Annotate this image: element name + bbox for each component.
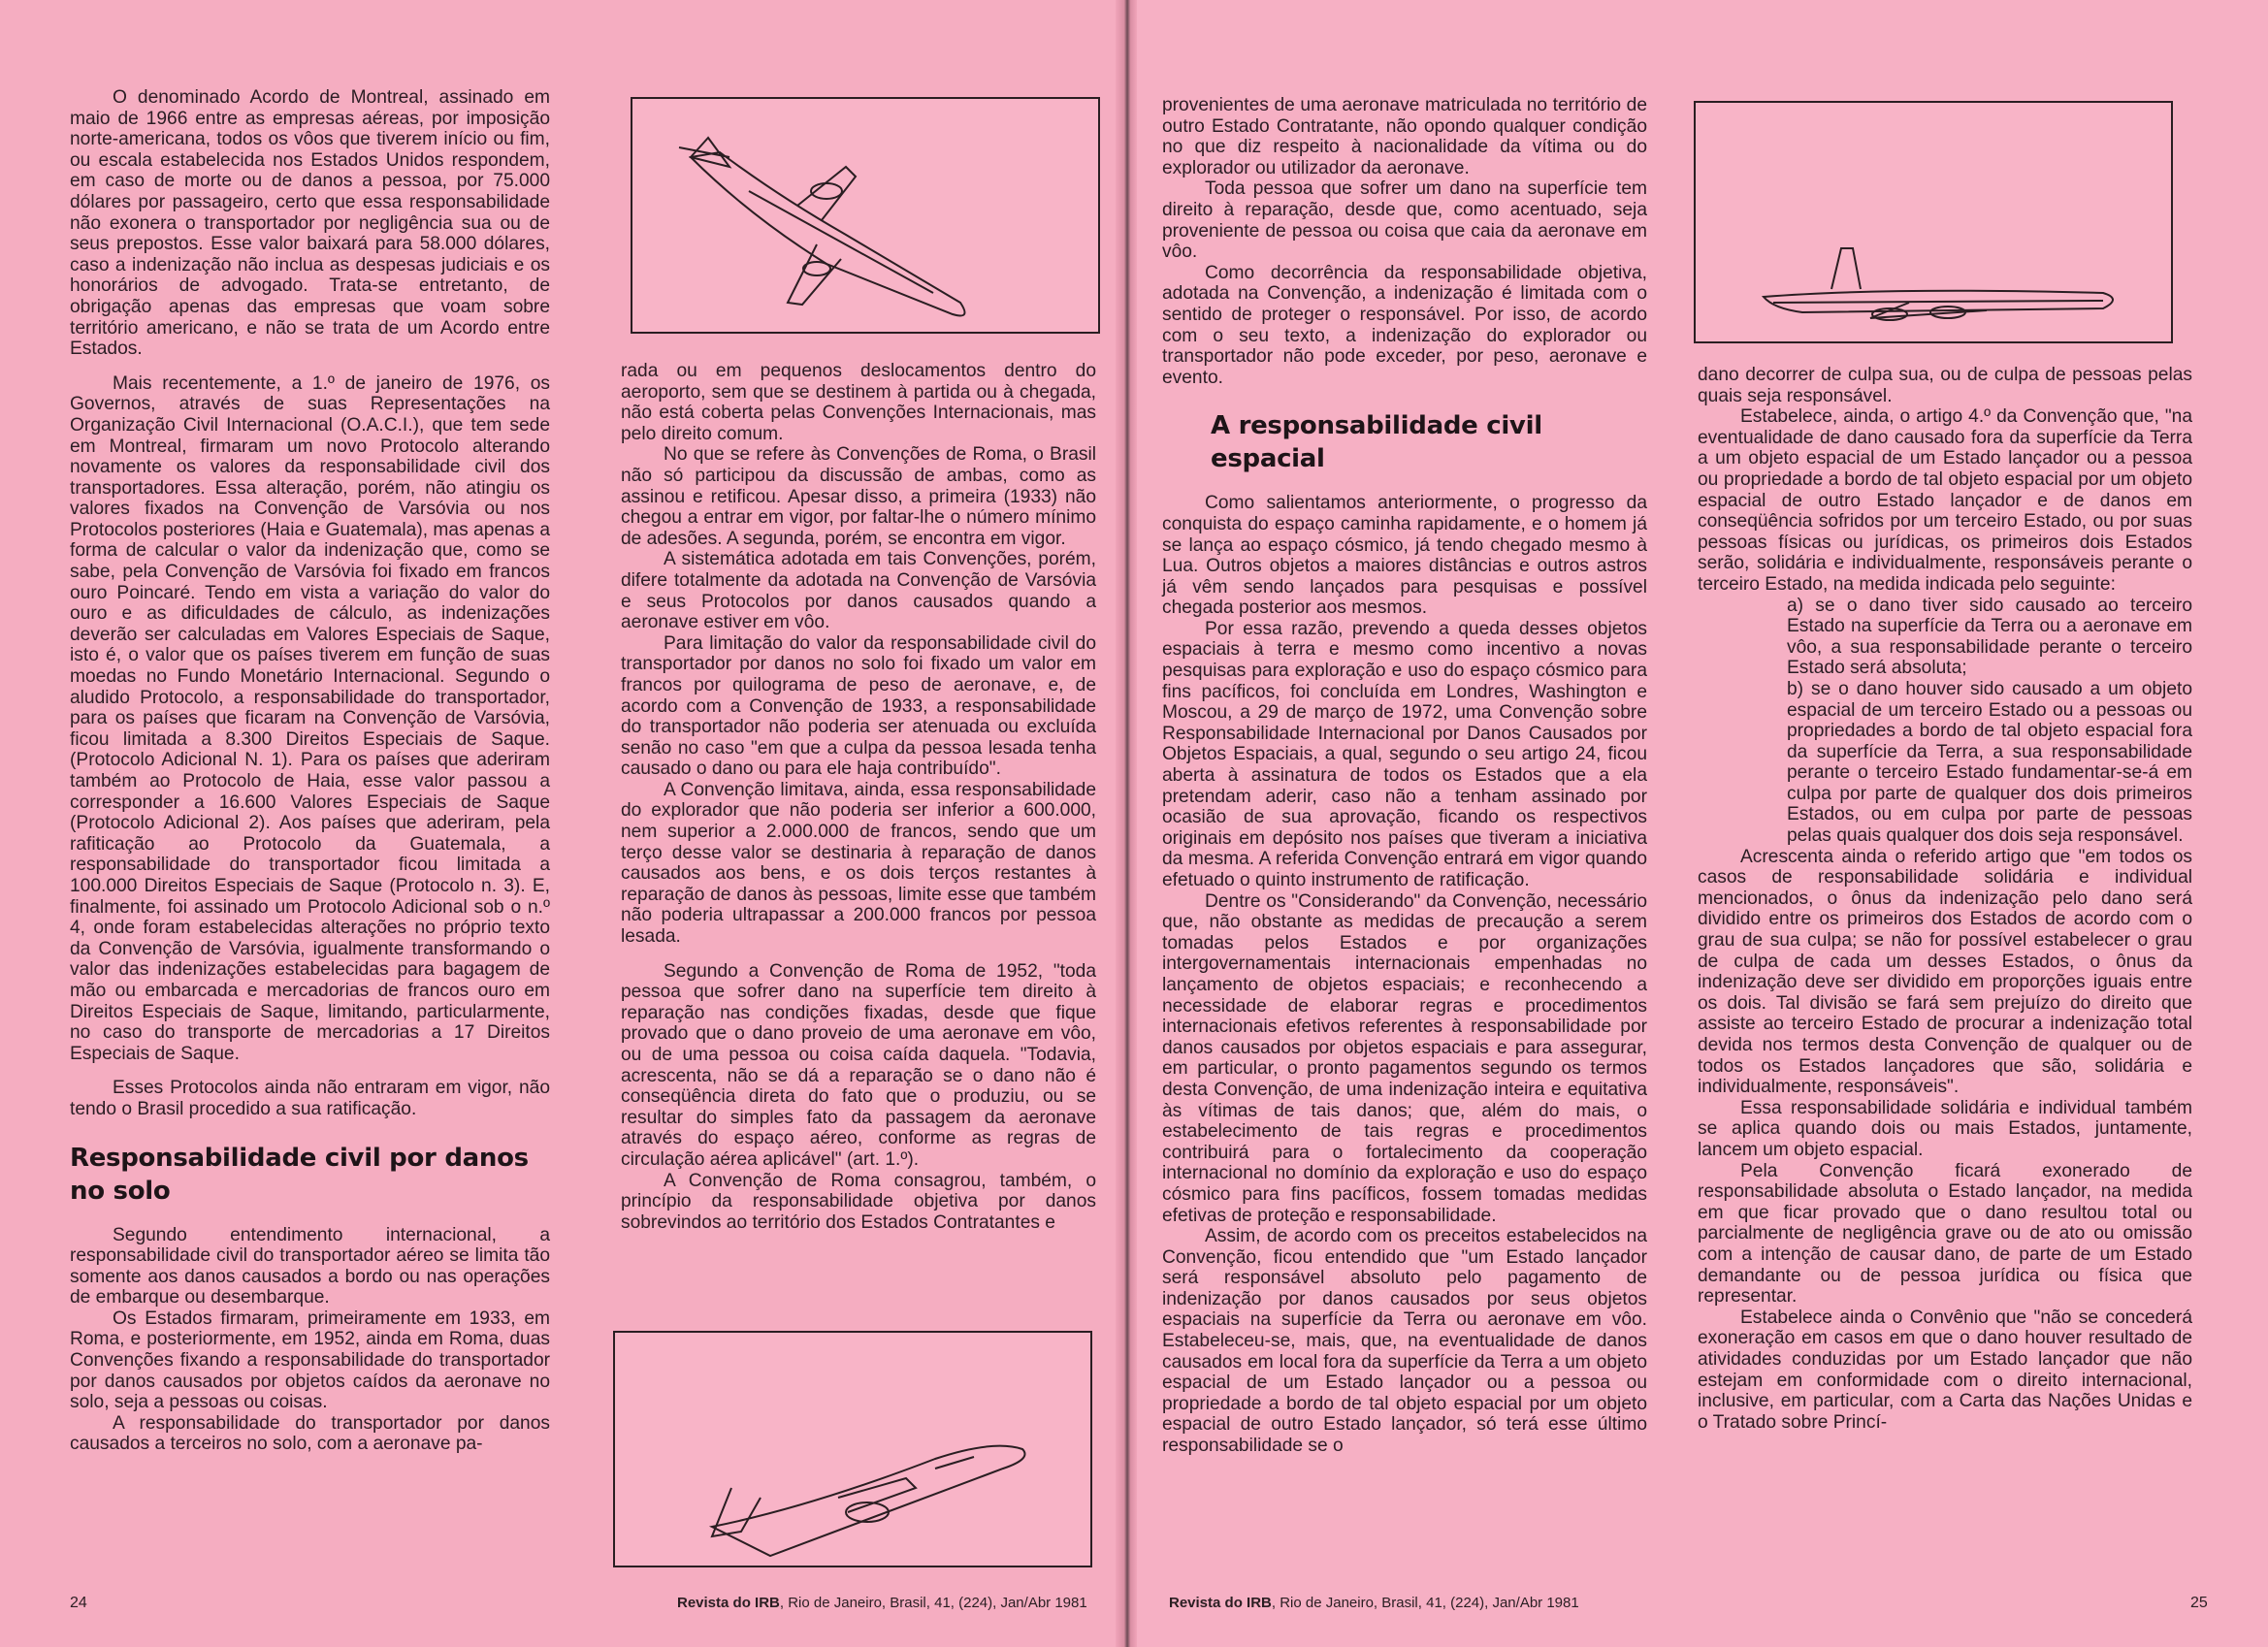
paragraph: dano decorrer de culpa sua, ou de culpa de pessoas pelas quais seja responsável. xyxy=(1698,365,2192,406)
airplane-illustration xyxy=(1694,101,2173,343)
airplane-illustration xyxy=(631,97,1100,334)
journal-citation: , Rio de Janeiro, Brasil, 41, (224), Jan/Abr 1981 xyxy=(779,1595,1087,1611)
paragraph: rada ou em pequenos deslocamentos dentro do aeroporto, sem que se destinem à partida ou à chegada, não está coberta pelas Convenções Internacionais, mas pelo direito comum. xyxy=(621,361,1096,444)
paragraph: Os Estados firmaram, primeiramente em 1933, em Roma, e posteriormente, em 1952, ainda em Roma, duas Convenções fixando a responsabilidade do transportador por danos causados por objetos caídos da aeronave no solo, seja a pessoas ou coisas. xyxy=(70,1308,550,1413)
paragraph: Mais recentemente, a 1.º de janeiro de 1976, os Governos, através de suas Representações na Organização Civil Internacional (O.A.C.I.), que tem sede em Montreal, firmaram um novo Protocolo alterando novamente os valores da responsabilidade civil dos transportadores. Essa alteração, porém, não atingiu os valores fixados na Convenção de Varsóvia ou nos Protocolos posteriores (Haia e Guatemala), mas apenas a forma de calcular o valor da indenização que, como se sabe, pela Convenção de Varsóvia foi fixado em francos ouro Poincaré. Tendo em vista a variação do valor do ouro e as dificuldades de cálculo, as indenizações deverão ser calculadas em Valores Especiais de Saque, isto é, o valor que os países tiverem em função de suas moedas no Fundo Monetário Internacional. Segundo o aludido Protocolo, a responsabilidade do transportador, para os países que ficaram na Convenção de Varsóvia, ficou limitada a 8.300 Direitos Especiais de Saque. (Protocolo Adicional N. 1). Para os países que aderiram também ao Protocolo de Haia, esse valor passou a corresponder a 16.600 Valores Especiais de Saque (Protocolo Adicional 2). Aos países que aderiram, pela rafiticação ao Protocolo da Guatemala, a responsabilidade do transportador ficou limitada a 100.000 Direitos Especiais de Saque (Protocolo n. 3). E, finalmente, foi assinado um Protocolo Adicional sob o n.º 4, onde foram estabelecidas alterações no próprio texto da Convenção de Varsóvia, igualmente transformando o valor das indenizações estabelecidas para bagagem de mão ou embarcada e mercadorias de francos ouro em Direitos Especiais de Saque, limitando, particularmente, no caso do transporte de mercadorias a 17 Direitos Especiais de Saque. xyxy=(70,372,550,1064)
journal-name: Revista do IRB xyxy=(1169,1595,1272,1611)
paragraph: A sistemática adotada em tais Convenções, porém, difere totalmente da adotada na Convenção de Varsóvia e seus Protocolos por danos causados quando a aeronave estiver em vôo. xyxy=(621,549,1096,633)
paragraph: Por essa razão, prevendo a queda desses objetos espaciais à terra e mesmo como incentivo a novas pesquisas para exploração e uso do espaço cósmico para fins pacíficos, foi concluída em Londres, Washington e Moscou, a 29 de março de 1972, uma Convenção sobre Responsabilidade Internacional por Danos Causados por Objetos Espaciais, a qual, segundo o seu artigo 24, ficou aberta à assinatura de todos os Estados que a ela pretendam aderir, caso não a tenham assinado por ocasião de sua aprovação, ficando os respectivos originais em depósito nos países que tiveram a iniciativa da mesma. A referida Convenção entrará em vigor quando efetuado o quinto instrumento de ratificação. xyxy=(1162,618,1647,890)
paragraph: Como salientamos anteriormente, o progresso da conquista do espaço caminha rapidamente, e o homem já se lança ao espaço cósmico, já tendo chegado mesmo à Lua. Outros objetos a maiores distâncias e outros astros já vêm sendo lançados para pesquisas e possível chegada posterior aos mesmos. xyxy=(1162,493,1647,619)
paragraph: Toda pessoa que sofrer um dano na superfície tem direito à reparação, desde que, como acentuado, seja proveniente de pessoa ou coisa que caia da aeronave em vôo. xyxy=(1162,178,1647,263)
airplane-climbing-icon xyxy=(632,99,1098,332)
airplane-illustration xyxy=(613,1331,1092,1567)
column-1 xyxy=(70,87,550,1455)
journal-name: Revista do IRB xyxy=(677,1595,780,1611)
right-page xyxy=(1125,0,2268,1647)
paragraph: O denominado Acordo de Montreal, assinado em maio de 1966 entre as empresas aéreas, por imposição norte-americana, todos os vôos que tiverem início ou fim, ou escala estabelecida nos Estados Unidos respondem, em caso de morte ou de danos a pessoa, por 75.000 dólares por passageiro, certo que essa responsabilidade não exonera o transportador por negligência sua ou de seus prepostos. Esse valor baixará para 58.000 dólares, caso a indenização não inclua as despesas judiciais e os honorários de advogado. Trata-se entretanto, de obrigação apenas das empresas que voam sobre território americano, e não se trata de um Acordo entre Estados. xyxy=(70,87,550,360)
journal-citation: , Rio de Janeiro, Brasil, 41, (224), Jan/Abr 1981 xyxy=(1271,1595,1579,1611)
paragraph: Segundo a Convenção de Roma de 1952, "toda pessoa que sofrer dano na superfície tem direito à reparação nas condições fixadas, desde que fique provado que o dano proveio de uma aeronave em vôo, ou de uma pessoa ou coisa caída daquela. "Todavia, acrescenta, não se dá a reparação se o dano não é conseqüência direta do fato que o produziu, ou se resultar do simples fato da passagem da aeronave através do espaço aéreo, conforme as regras de circulação aérea aplicável" (art. 1.º). xyxy=(621,960,1096,1170)
book-gutter xyxy=(1116,0,1137,1647)
paragraph: Como decorrência da responsabilidade objetiva, adotada na Convenção, a indenização é limitada com o sentido de proteger o responsável. Por isso, de acordo com o seu texto, a indenização do explorador ou transportador não pode exceder, por peso, aeronave e evento. xyxy=(1162,262,1647,388)
paragraph: No que se refere às Convenções de Roma, o Brasil não só participou da discussão de ambas, como as assinou e retificou. Apesar disso, a primeira (1933) não chegou a entrar em vigor, por faltar-lhe o número mínimo de adesões. A segunda, porém, se encontra em vigor. xyxy=(621,444,1096,549)
paragraph: Segundo entendimento internacional, a responsabilidade civil do transportador aéreo se limita tão somente aos danos causados a bordo ou nas operações de embarque ou desembarque. xyxy=(70,1224,550,1308)
paragraph: Dentre os "Considerando" da Convenção, necessário que, não obstante as medidas de precaução a serem tomadas pelos Estados e por organizações intergovernamentais internacionais empenhadas no lançamento de objetos espaciais; e reconhecendo a necessidade de elaborar regras e procedimentos internacionais efetivos referentes à responsabilidade por danos causados por objetos espaciais e para assegurar, em particular, o pronto pagamentos segundo os termos desta Convenção, de uma indenização inteira e equitativa às vítimas de tais danos; que, além do mais, o estabelecimento de tais regras e procedimentos contribuirá para o fortalecimento da cooperação internacional no domínio da exploração e uso do espaço cósmico para fins pacíficos, fossem tomadas medidas efetivas de proteção e responsabilidade. xyxy=(1162,890,1647,1226)
column-3 xyxy=(1162,95,1647,1457)
section-heading: Responsabilidade civil por danos no solo xyxy=(70,1143,529,1206)
paragraph: Para limitação do valor da responsabilidade civil do transportador por danos no solo foi fixado um valor em francos por quilograma de peso de aeronave, e, de acordo com a Convenção de 1933, a responsabilidade do transportador não poderia ser atenuada ou excluída senão no caso "em que a culpa da pessoa lesada tenha causado o dano ou para ele haja contribuído". xyxy=(621,632,1096,780)
page-number: 25 xyxy=(2190,1595,2208,1611)
paragraph: Acrescenta ainda o referido artigo que "em todos os casos de responsabilidade solidária e individual mencionados, o ônus da indenização pelo dano será dividido entre os primeiros dos Estados de acordo com o grau de sua culpa; se não for possível estabelecer o grau de culpa de cada um desses Estados, o ônus da indenização deve ser dividido em proporções iguais entre os dois. Tal divisão se fará sem prejuízo do direito que assiste ao terceiro Estado de procurar a indenização total devida nos termos desta Convenção de qualquer ou de todos os Estados lançadores que são, solidária e individualmente, responsáveis". xyxy=(1698,846,2192,1098)
paragraph: Essa responsabilidade solidária e individual também se aplica quando dois ou mais Estados, juntamente, lancem um objeto espacial. xyxy=(1698,1097,2192,1160)
airplane-takeoff-icon xyxy=(615,1333,1090,1566)
section-heading: A responsabilidade civil espacial xyxy=(1211,411,1542,474)
paragraph: A Convenção limitava, ainda, essa responsabilidade do explorador que não poderia ser inferior a 600.000, nem superior a 2.000.000 de francos, sendo que um terço desse valor se destinaria à reparação de danos causados aos bens, e os dois terços restantes à reparação de danos às pessoas, limite esse que também não poderia ultrapassar a 200.000 francos por pessoa lesada. xyxy=(621,779,1096,948)
paragraph: provenientes de uma aeronave matriculada no território de outro Estado Contratante, não opondo qualquer condição no que diz respeito à nacionalidade da vítima ou do explorador ou utilizador da aeronave. xyxy=(1162,95,1647,178)
page-number: 24 xyxy=(70,1595,87,1611)
paragraph: A responsabilidade do transportador por danos causados a terceiros no solo, com a aeronave pa- xyxy=(70,1412,550,1455)
paragraph: Estabelece, ainda, o artigo 4.º da Convenção que, "na eventualidade de dano causado fora da superfície da Terra a um objeto espacial de um Estado lançador ou a pessoa ou propriedade a bordo de tal objeto espacial por um objeto espacial de outro Estado lançador e de danos em conseqüência sofridos por um terceiro Estado, ou por suas pessoas físicas ou jurídicas, os primeiros dois Estados serão, solidária e individualmente, responsáveis perante o terceiro Estado, na medida indicada pelo seguinte: xyxy=(1698,406,2192,595)
airplane-cruise-icon xyxy=(1696,103,2171,341)
page-footer xyxy=(1169,1595,1579,1611)
paragraph: A Convenção de Roma consagrou, também, o princípio da responsabilidade objetiva por danos sobrevindos ao território dos Estados Contratantes e xyxy=(621,1170,1096,1233)
paragraph: Assim, de acordo com os preceitos estabelecidos na Convenção, ficou entendido que "um Estado lançador será responsável absoluto pelo pagamento de indenização por danos causados por seus objetos espaciais na superfície da Terra ou aeronave em vôo. Estabeleceu-se, mais, que, na eventualidade de danos causados em local fora da superfície da Terra a um objeto espacial de um Estado lançador ou a pessoa ou propriedade a bordo de tal objeto espacial por um objeto espacial de outro Estado lançador, só terá esse último responsabilidade se o xyxy=(1162,1226,1647,1457)
paragraph: Esses Protocolos ainda não entraram em vigor, não tendo o Brasil procedido a sua ratificação. xyxy=(70,1078,550,1119)
page-footer xyxy=(677,1595,1087,1611)
list-item: b) se o dano houver sido causado a um objeto espacial de um terceiro Estado ou a pessoas ou propriedades a bordo de tal objeto espacial fora da superfície da Terra, a sua responsabilidade perante o terceiro Estado fundamentar-se-á em culpa por parte de qualquer dos dois primeiros Estados, ou em culpa por parte de pessoas pelas quais qualquer dos dois seja responsável. xyxy=(1787,678,2192,847)
list-item: a) se o dano tiver sido causado ao terceiro Estado na superfície da Terra ou a aeronave em vôo, a sua responsabilidade perante o terceiro Estado será absoluta; xyxy=(1787,595,2192,679)
paragraph: Estabelece ainda o Convênio que "não se concederá exoneração em casos em que o dano houver resultado de atividades conduzidas por um Estado lançador que não estejam em conformidade com o direito internacional, inclusive, em particular, com a Carta das Nações Unidas e o Tratado sobre Princí- xyxy=(1698,1307,2192,1433)
paragraph: Pela Convenção ficará exonerado de responsabilidade absoluta o Estado lançador, na medida em que ficar provado que o dano resultou total ou parcialmente de negligência grave ou de ato ou omissão com a intenção de causar dano, de parte de um Estado demandante ou de pessoa jurídica ou física que representar. xyxy=(1698,1160,2192,1308)
left-page xyxy=(0,0,1125,1647)
column-4 xyxy=(1698,365,2192,1433)
column-2 xyxy=(621,361,1096,1233)
